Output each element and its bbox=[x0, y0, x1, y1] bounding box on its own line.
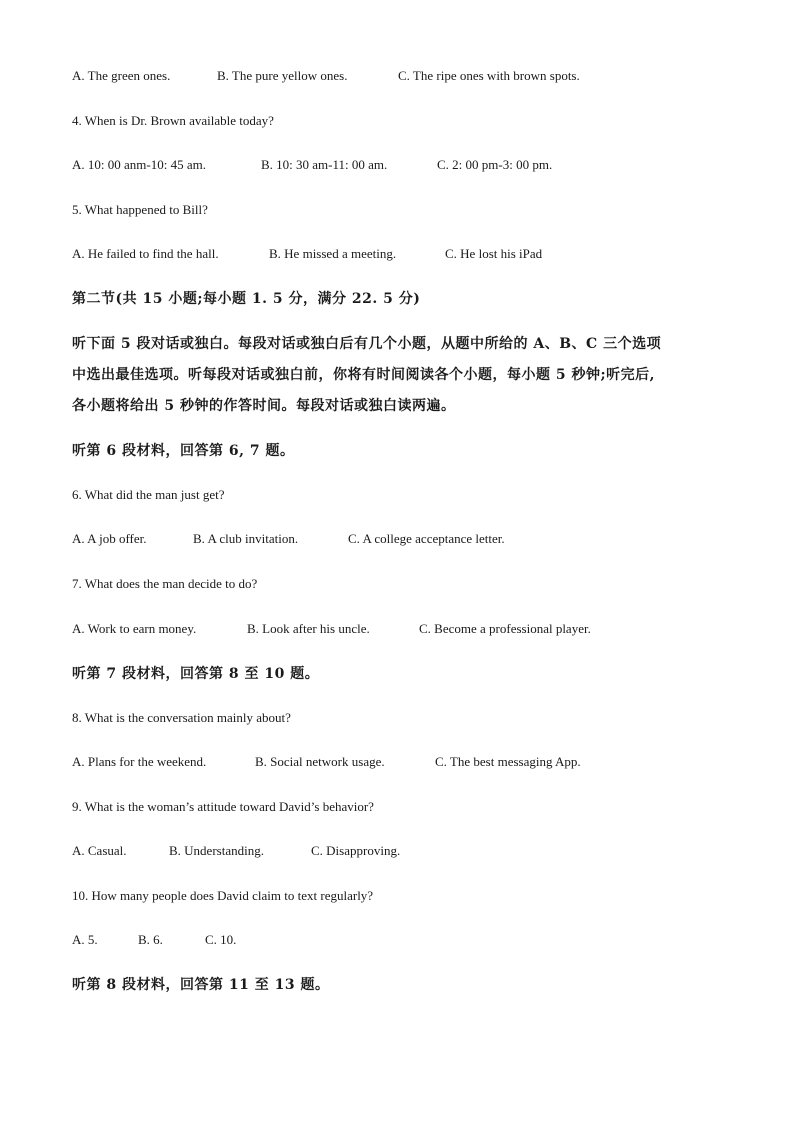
q9-question: 9. What is the woman’s attitude toward David’s behavior? bbox=[72, 799, 374, 814]
q10-option-c: C. 10. bbox=[205, 932, 237, 947]
q4-question: 4. When is Dr. Brown available today? bbox=[72, 113, 274, 128]
passage-8-title: 听第 8 段材料，回答第 11 至 13 题。 bbox=[72, 977, 330, 993]
q8-options bbox=[72, 754, 581, 770]
q10-options bbox=[72, 932, 236, 948]
q9-options bbox=[72, 843, 400, 859]
instructions-line-2: 中选出最佳选项。听每段对话或独白前，你将有时间阅读各个小题，每小题 5 秒钟;听完后, bbox=[72, 367, 656, 383]
q5-question: 5. What happened to Bill? bbox=[72, 202, 208, 217]
q3-option-c: C. The ripe ones with brown spots. bbox=[398, 68, 580, 83]
q6-option-b: B. A club invitation. bbox=[193, 531, 299, 546]
q8-question: 8. What is the conversation mainly about? bbox=[72, 710, 291, 725]
q7-option-c: C. Become a professional player. bbox=[419, 621, 591, 636]
q9-option-c: C. Disapproving. bbox=[311, 843, 401, 858]
q8-option-b: B. Social network usage. bbox=[255, 754, 385, 769]
q3-option-b: B. The pure yellow ones. bbox=[217, 68, 348, 83]
section-title: 第二节(共 15 小题;每小题 1. 5 分，满分 22. 5 分) bbox=[72, 291, 421, 307]
q8-option-a: A. Plans for the weekend. bbox=[72, 754, 207, 769]
q7-question: 7. What does the man decide to do? bbox=[72, 576, 258, 591]
q7-option-b: B. Look after his uncle. bbox=[247, 621, 370, 636]
q5-option-c: C. He lost his iPad bbox=[445, 246, 543, 261]
q3-options bbox=[72, 68, 580, 84]
passage-6-title: 听第 6 段材料，回答第 6, 7 题。 bbox=[72, 443, 295, 459]
q4-option-a: A. 10: 00 anm-10: 45 am. bbox=[72, 157, 206, 172]
q6-options bbox=[72, 531, 505, 547]
q5-options bbox=[72, 246, 542, 262]
q7-options bbox=[72, 621, 591, 637]
q5-option-b: B. He missed a meeting. bbox=[269, 246, 397, 261]
q4-options bbox=[72, 157, 552, 173]
passage-7-title: 听第 7 段材料，回答第 8 至 10 题。 bbox=[72, 666, 320, 682]
instructions-line-1: 听下面 5 段对话或独白。每段对话或独白后有几个小题，从题中所给的 A、B、C 三个选项 bbox=[72, 336, 662, 352]
q10-option-b: B. 6. bbox=[138, 932, 163, 947]
q3-option-a: A. The green ones. bbox=[72, 68, 171, 83]
instructions-line-3: 各小题将给出 5 秒钟的作答时间。每段对话或独白读两遍。 bbox=[72, 398, 456, 414]
q6-option-c: C. A college acceptance letter. bbox=[348, 531, 505, 546]
q7-option-a: A. Work to earn money. bbox=[72, 621, 197, 636]
q4-option-b: B. 10: 30 am-11: 00 am. bbox=[261, 157, 388, 172]
q6-question: 6. What did the man just get? bbox=[72, 487, 225, 502]
q10-option-a: A. 5. bbox=[72, 932, 98, 947]
q5-option-a: A. He failed to find the hall. bbox=[72, 246, 219, 261]
q10-question: 10. How many people does David claim to text regularly? bbox=[72, 888, 374, 903]
q8-option-c: C. The best messaging App. bbox=[435, 754, 581, 769]
q6-option-a: A. A job offer. bbox=[72, 531, 147, 546]
q9-option-a: A. Casual. bbox=[72, 843, 127, 858]
q9-option-b: B. Understanding. bbox=[169, 843, 264, 858]
q4-option-c: C. 2: 00 pm-3: 00 pm. bbox=[437, 157, 553, 172]
